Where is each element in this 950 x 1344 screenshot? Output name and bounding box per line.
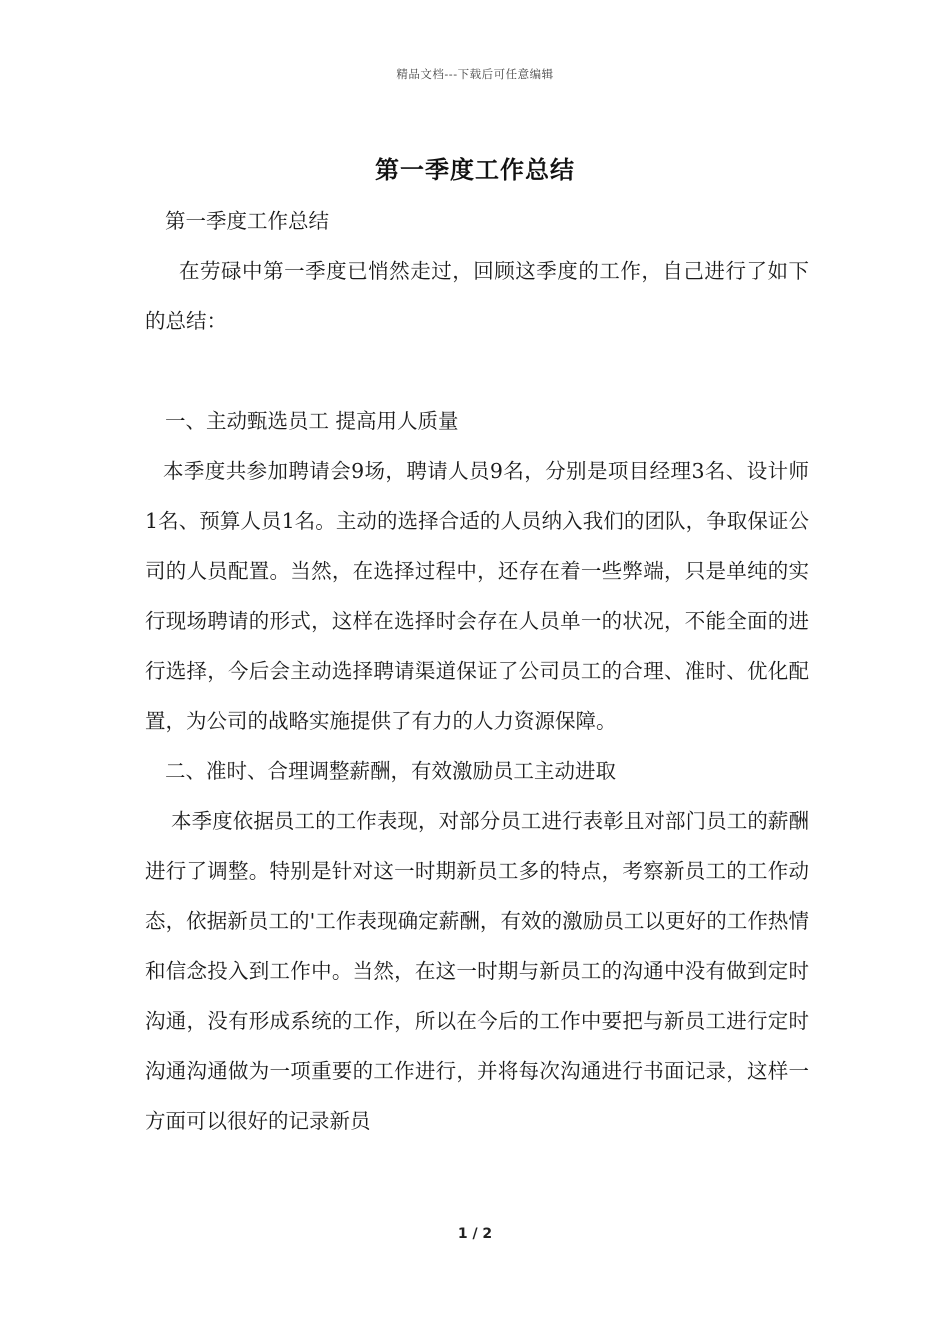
document-title: 第一季度工作总结: [375, 155, 575, 184]
section-2-heading: 二、准时、合理调整薪酬，有效激励员工主动进取: [165, 759, 616, 783]
section-1-heading: 一、主动甄选员工 提高用人质量: [165, 409, 459, 433]
paragraph-spacer: [145, 346, 809, 396]
section-1-paragraph: 本季度共参加聘请会9场，聘请人员9名，分别是项目经理3名、设计师1名、预算人员1名。主动的选择合适的人员纳入我们的团队，争取保证公司的人员配置。当然，在选择过程中，还存在着一些弊端，只是单纯的实行现场聘请的形式，这样在选择时会存在人员单一的状况，不能全面的进行选择，今后会主动选择聘请渠道保证了公司员工的合理、准时、优化配置，为公司的战略实施提供了有力的人力资源保障。: [145, 459, 809, 733]
document-body: [145, 196, 809, 1146]
section-2-paragraph: 本季度依据员工的工作表现，对部分员工进行表彰且对部门员工的薪酬进行了调整。特别是针对这一时期新员工多的特点，考察新员工的工作动态，依据新员工的'工作表现确定薪酬，有效的激励员工以更好的工作热情和信念投入到工作中。当然，在这一时期与新员工的沟通中没有做到定时沟通，没有形成系统的工作，所以在今后的工作中要把与新员工进行定时沟通沟通做为一项重要的工作进行，并将每次沟通进行书面记录，这样一方面可以很好的记录新员: [145, 809, 809, 1133]
intro-paragraph: 在劳碌中第一季度已悄然走过，回顾这季度的工作，自己进行了如下的总结：: [145, 259, 809, 333]
page-number: 1 / 2: [457, 1226, 493, 1242]
document-subtitle: 第一季度工作总结: [165, 209, 329, 233]
page-header: 精品文档---下载后可任意编辑: [396, 67, 554, 81]
